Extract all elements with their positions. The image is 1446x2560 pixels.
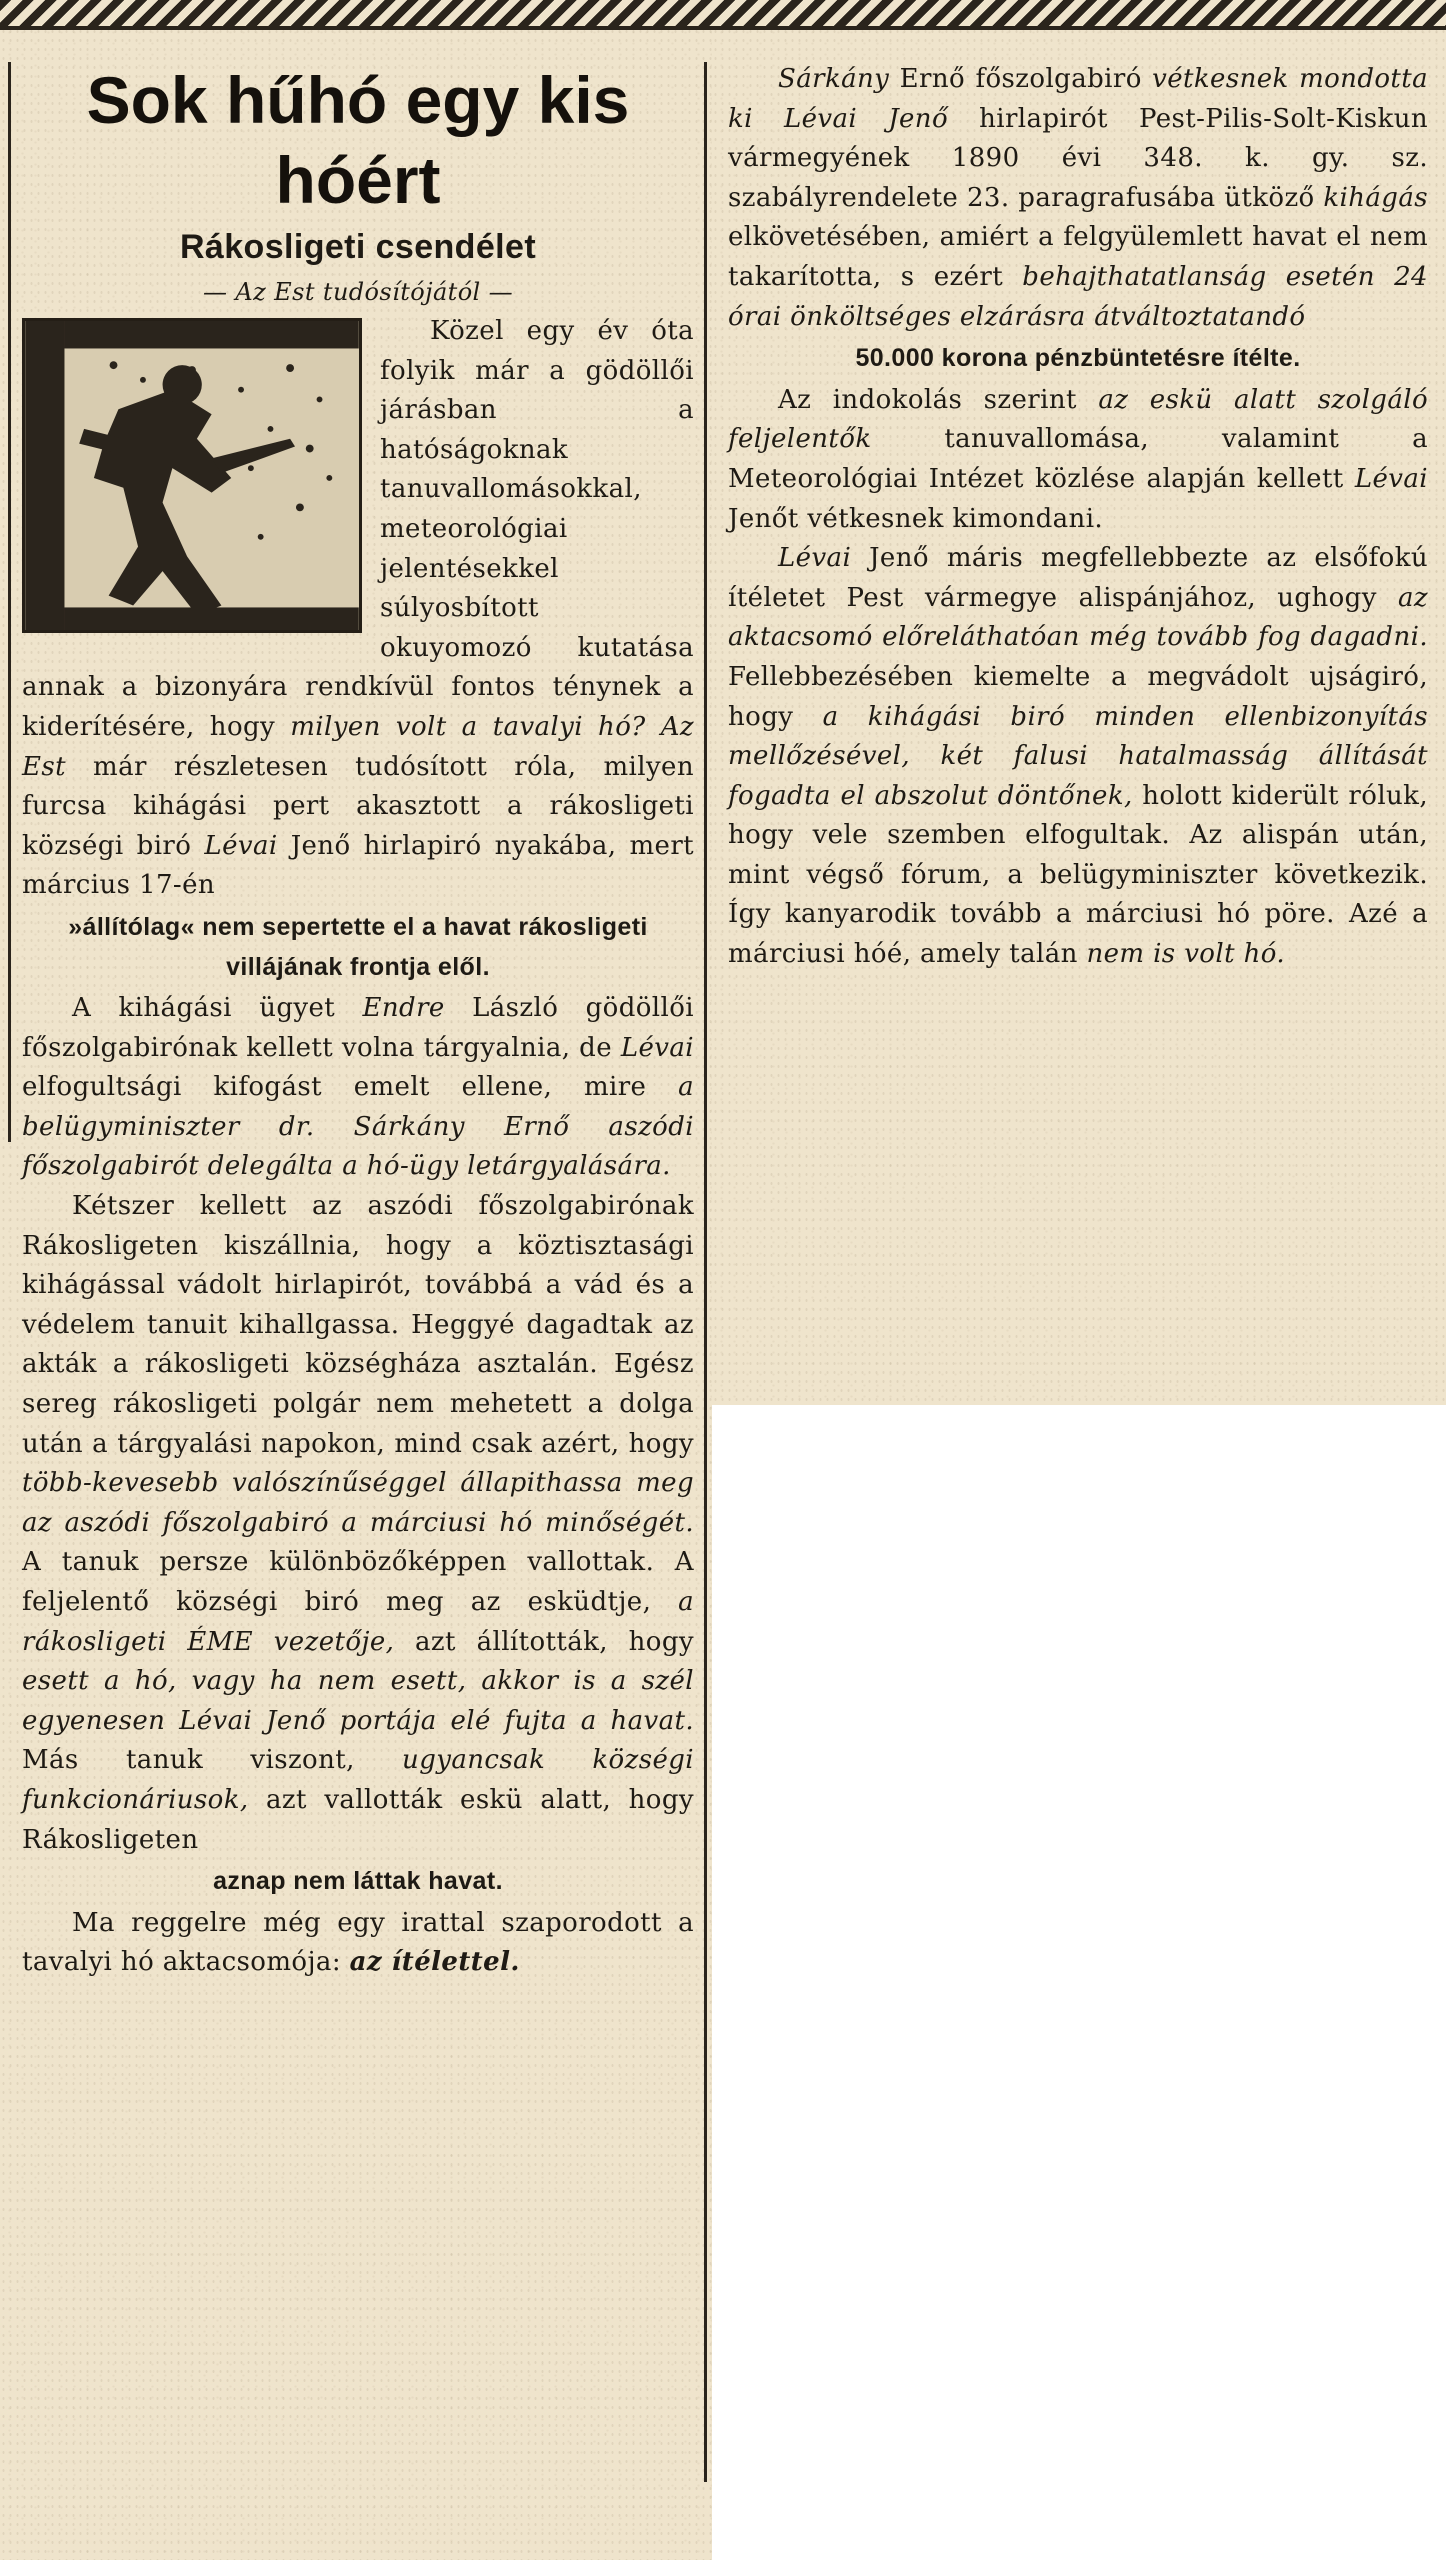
centered-callout-1: »állítólag« nem sepertette el a havat rákosligeti villájának frontja elől. [68, 912, 648, 981]
subheadline: Rákosligeti csendélet [179, 228, 537, 266]
woodcut-illustration [22, 318, 362, 633]
column-divider [704, 62, 707, 2482]
paragraph-1: Közel egy év óta folyik már a gödöllői járásban a hatóságoknak tanuvallomásokkal, meteorológiai jelentésekkel súlyosbított okuyomozó kutatása annak a bizonyára rendkívül fontos ténynek a kiderítésére, hogy milyen volt a tavalyi hó? Az Est már részletesen tudósított róla, milyen furcsa kihágási pert akasztott a rákosligeti községi biró Lévai Jenő hirlapiró nyakába, mert március 17-én [22, 316, 695, 901]
headline: Sok hűhó egy kis hóért [86, 63, 630, 217]
paragraph-4: Ma reggelre még egy irattal szaporodott a tavalyi hó aktacsomója: az ítélettel. [22, 1907, 694, 1978]
paragraph-3: Kétszer kellett az aszódi főszolgabirónak Rákosligeten kiszállnia, hogy a köztisztasági kihágással vádolt hirlapirót, továbbá a vád és a védelem tanuit kihallgassa. Heggyé dagadtak az akták a rákosligeti községháza asztalán. Egész sereg rákosligeti polgár nem mehetett a dolga után a tárgyalási napokon, mind csak azért, hogy több-kevesebb valószínűséggel állapithassa meg az aszódi főszolgabiró a márciusi hó minőségét. A tanuk persze különbözőképpen vallottak. A feljelentő községi biró meg az esküdtje, a rákosligeti ÉME vezetője, azt állították, hogy esett a hó, vagy ha nem esett, akkor is a szél egyenesen Lévai Jenő portája elé fujta a havat. Más tanuk viszont, ugyancsak községi funkcionáriusok, azt vallották eskü alatt, hogy Rákosligeten [22, 1191, 694, 1855]
decorative-border [0, 0, 1446, 30]
centered-callout-2: aznap nem láttak havat. [213, 1867, 503, 1896]
left-border-rule [8, 62, 11, 1142]
paragraph-6: Az indokolás szerint az eskü alatt szolgáló feljelentők tanuvallomása, valamint a Meteorológiai Intézet közlése alapján kellett Lévai Jenőt vétkesnek kimondani. [728, 384, 1429, 534]
paragraph-7: Lévai Jenő máris megfellebbezte az elsőfokú ítéletet Pest vármegye alispánjához, ughogy az aktacsomó előreláthatóan még tovább fog dagadni. Fellebbezésében kiemelte a megvádolt ujságiró, hogy a kihágási biró minden ellenbizonyítás mellőzésével, két falusi hatalmasság állítását fogadta el abszolut döntőnek, holott kiderült róluk, hogy vele szemben elfogultak. Az alispán után, mint végső fórum, a belügyminiszter következik. Így kanyarodik tovább a márciusi hó pöre. Azé a márciusi hóé, amely talán nem is volt hó. [728, 543, 1428, 970]
left-column [22, 60, 694, 1983]
byline: — Az Est tudósítójától — [202, 278, 514, 306]
right-column [728, 60, 1428, 975]
paragraph-2: A kihágási ügyet Endre László gödöllői főszolgabirónak kellett volna tárgyalnia, de Lévai elfogultsági kifogást emelt ellene, mire a belügyminiszter dr. Sárkány Ernő aszódi főszolgabirót delegálta a hó-ügy letárgyalására. [22, 993, 695, 1182]
paragraph-5: Sárkány Ernő főszolgabiró vétkesnek mondotta ki Lévai Jenő hirlapirót Pest-Pilis-Solt-Kiskun vármegyének 1890 évi 348. k. gy. sz. szabályrendelete 23. paragrafusába ütköző kihágás elkövetésében, amiért a felgyülemlett havat el nem takarította, s ezért behajthatatlanság esetén 24 órai önköltséges elzárásra átváltoztatandó [728, 64, 1429, 332]
centered-callout-3: 50.000 korona pénzbüntetésre ítélte. [855, 344, 1301, 373]
